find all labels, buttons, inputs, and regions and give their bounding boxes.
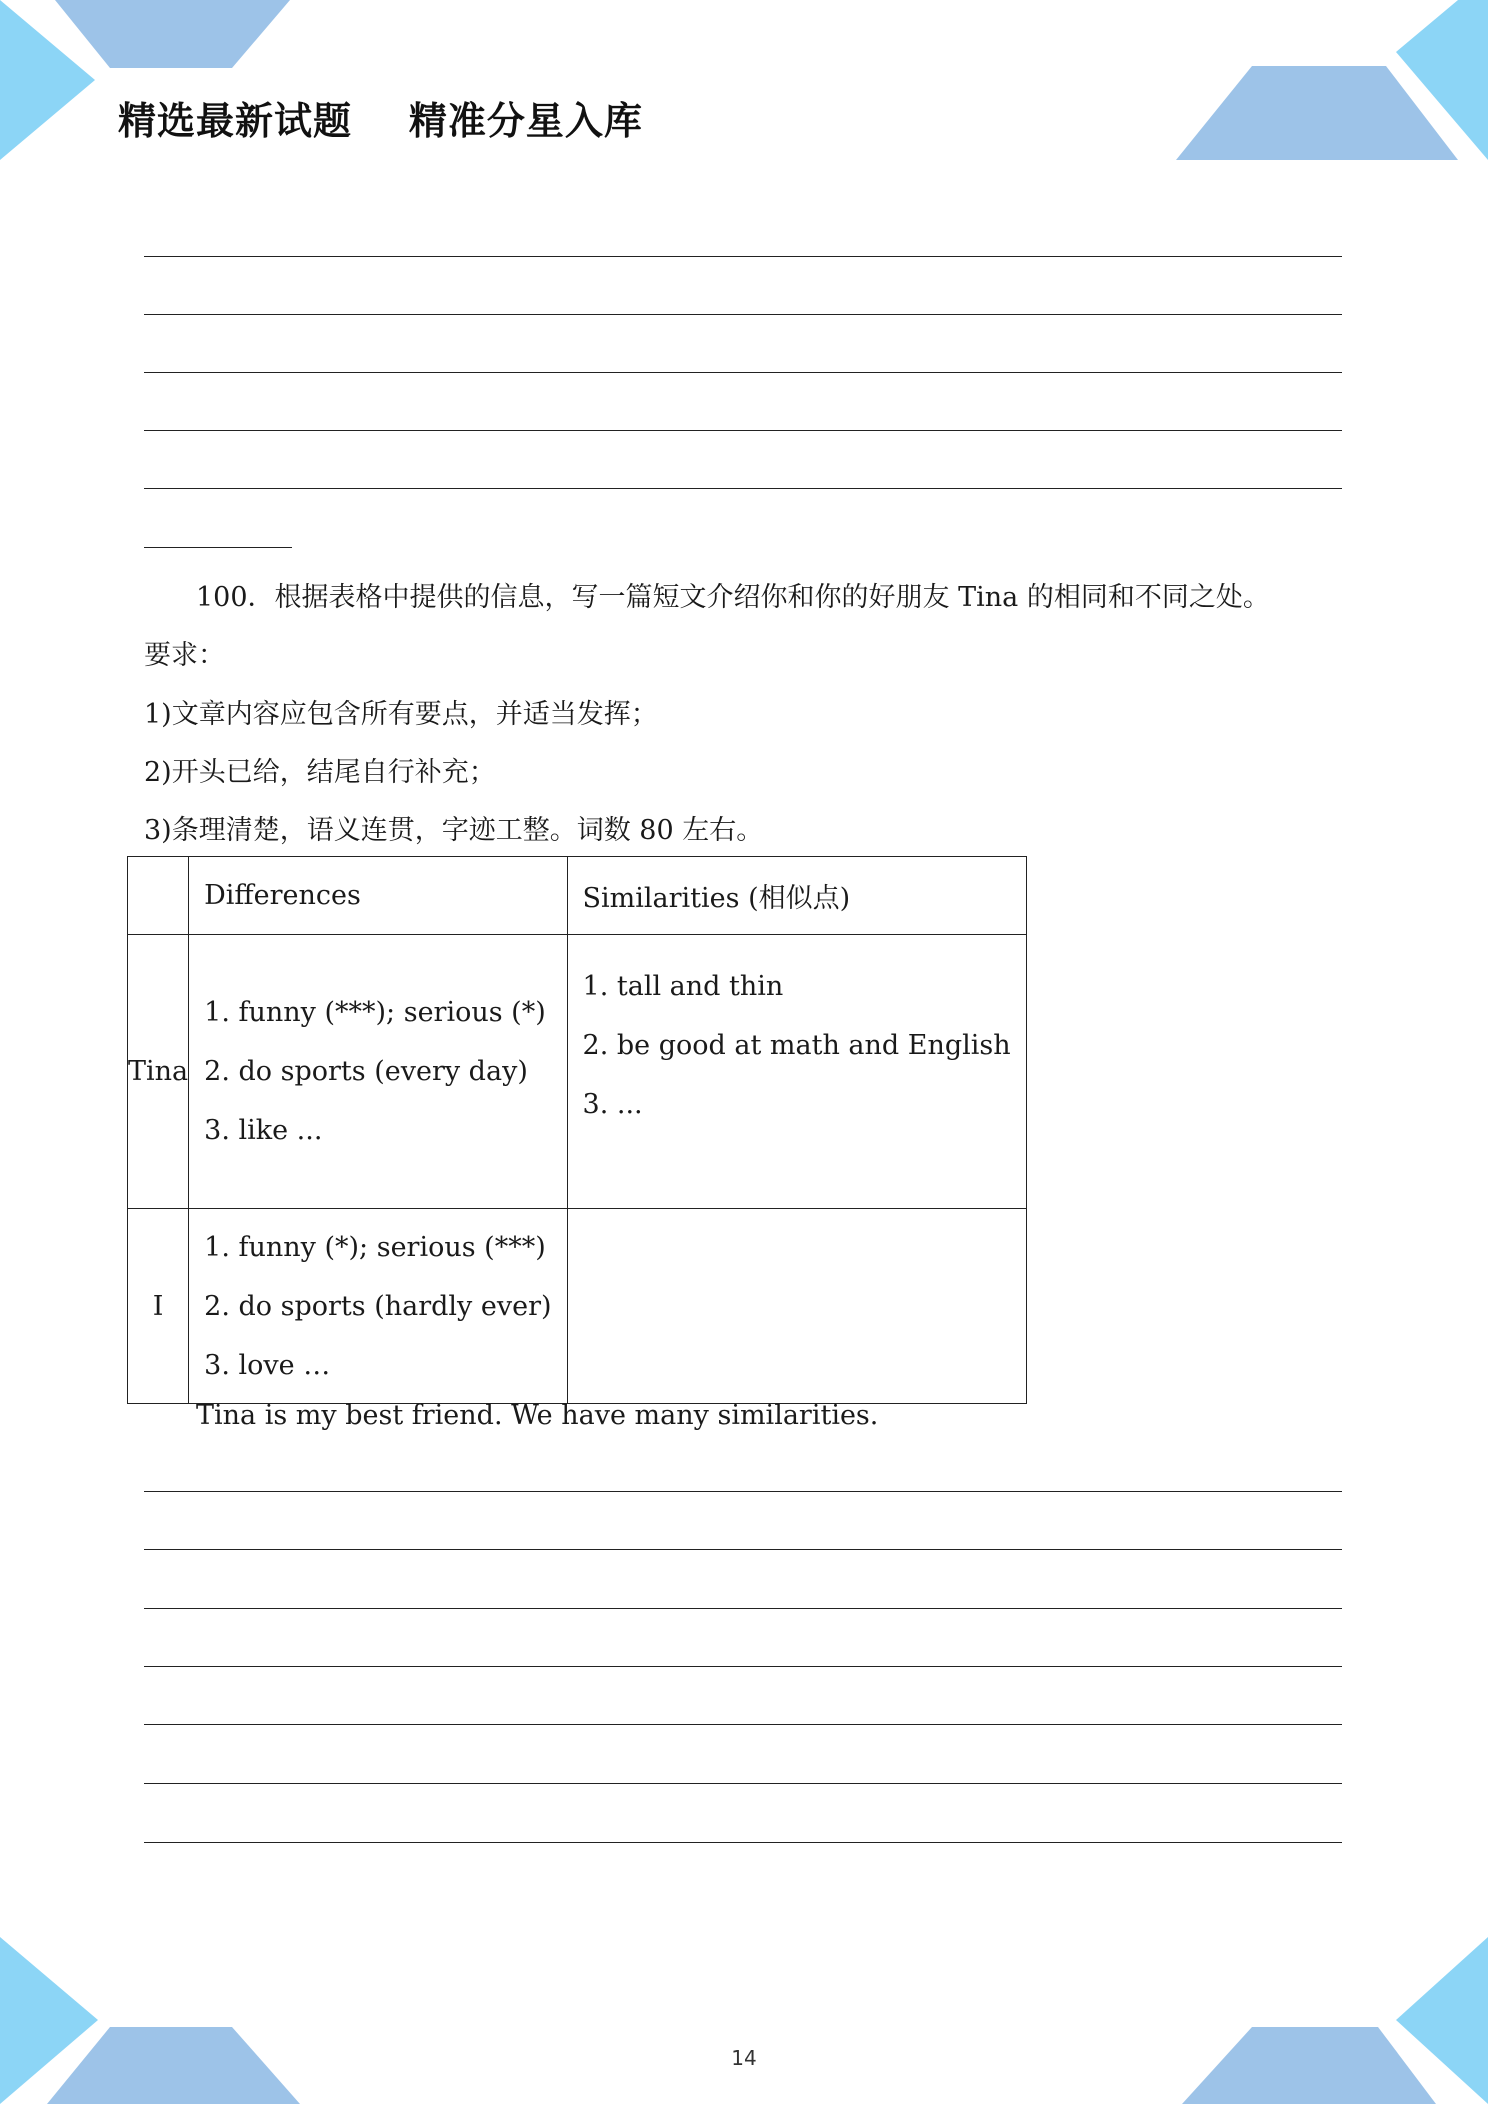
row-label: Tina [128, 935, 189, 1209]
difference-item: 1. funny (*); serious (***) [204, 1231, 546, 1263]
difference-item: 2. do sports (every day) [204, 1056, 528, 1087]
difference-item: 3. like ... [204, 1115, 323, 1146]
differences-cell [189, 935, 567, 1209]
table-header-row [128, 857, 1027, 935]
similarities-cell [567, 935, 1026, 1209]
similarity-item: 2. be good at math and English [582, 1030, 1011, 1061]
answer-line [144, 256, 1342, 257]
table-header-similarities: Similarities (相似点) [567, 857, 1026, 935]
top-right-blue-trapezoid [1176, 66, 1458, 160]
writing-line [144, 1549, 1342, 1550]
similarity-item: 1. tall and thin [582, 971, 784, 1002]
writing-line [144, 1491, 1342, 1492]
requirement-item: 3)条理清楚，语义连贯，字迹工整。词数 80 左右。 [144, 815, 764, 846]
table-header-cell [128, 857, 189, 935]
answer-line-short [144, 547, 292, 548]
difference-item: 3. love … [204, 1349, 331, 1381]
differences-cell [189, 1209, 567, 1404]
answer-line [144, 314, 1342, 315]
requirement-item: 1)文章内容应包含所有要点，并适当发挥； [144, 699, 658, 730]
difference-item: 1. funny (***); serious (*) [204, 997, 546, 1028]
page-number: 14 [731, 2046, 757, 2070]
writing-line [144, 1842, 1342, 1843]
header-title: 精选最新试题 精准分星入库 [118, 99, 643, 143]
answer-line [144, 372, 1342, 373]
question-number-line: 100．根据表格中提供的信息，写一篇短文介绍你和你的好朋友 Tina 的相同和不同之处。 [196, 582, 1270, 613]
writing-line [144, 1724, 1342, 1725]
answer-line [144, 430, 1342, 431]
table-header-differences: Differences [189, 857, 567, 935]
difference-item: 2. do sports (hardly ever) [204, 1290, 552, 1322]
writing-line [144, 1783, 1342, 1784]
essay-start: Tina is my best friend. We have many similarities. [196, 1400, 879, 1431]
row-label: I [128, 1209, 189, 1404]
answer-line [144, 488, 1342, 489]
similarities-cell-empty [567, 1209, 1026, 1404]
comparison-table [127, 856, 1027, 1404]
writing-line [144, 1608, 1342, 1609]
table-row [128, 935, 1027, 1209]
requirement-item: 2)开头已给，结尾自行补充； [144, 757, 496, 788]
requirement-label: 要求： [144, 640, 225, 671]
table-row [128, 1209, 1027, 1404]
top-left-blue-trapezoid [55, 0, 290, 68]
writing-line [144, 1666, 1342, 1667]
similarity-item: 3. ... [582, 1089, 643, 1120]
